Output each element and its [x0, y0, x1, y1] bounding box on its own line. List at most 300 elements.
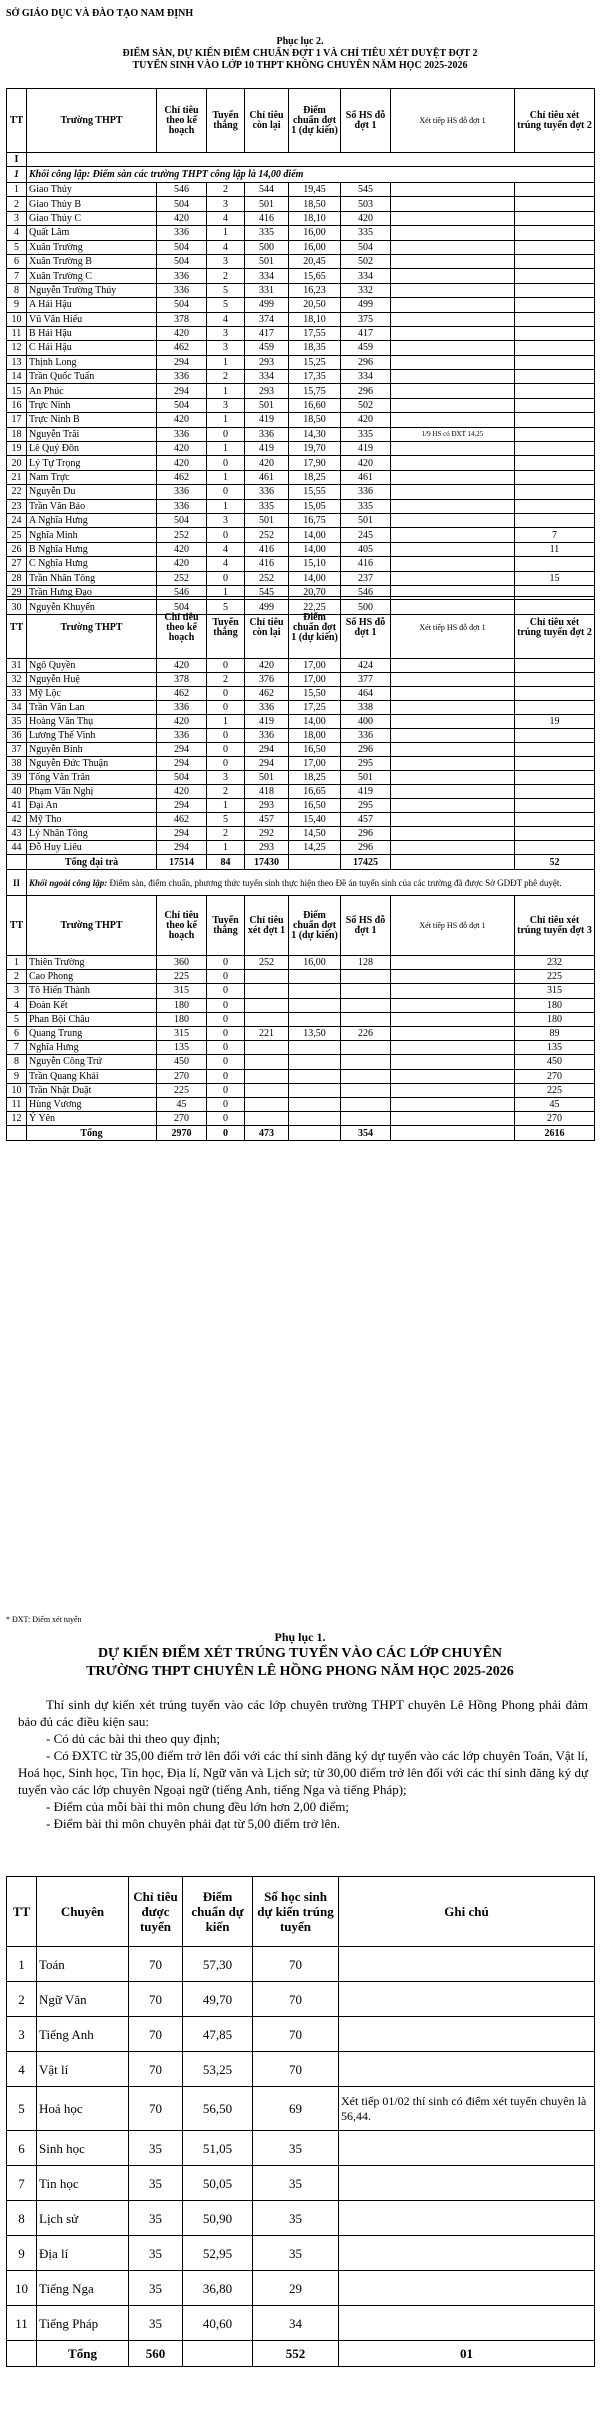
cell-cutoff: 15,05 [289, 499, 341, 513]
cell-passed: 419 [341, 785, 391, 799]
cell-direct-admit: 0 [207, 729, 245, 743]
cell-continue-review [391, 283, 515, 297]
cell-cutoff: 52,95 [183, 2236, 253, 2271]
cell-quota-round2: 225 [515, 970, 595, 984]
section-private-schools [7, 870, 595, 896]
cell-direct-admit: 0 [207, 659, 245, 673]
cell-admitted: 35 [253, 2166, 339, 2201]
cell-quota-remaining: 292 [245, 827, 289, 841]
cell-school: Trần Nhật Duật [27, 1083, 157, 1097]
cell-direct-admit: 0 [207, 1083, 245, 1097]
cell-quota-plan: 294 [157, 757, 207, 771]
cell-major: Địa lí [37, 2236, 129, 2271]
cell-continue-review [391, 326, 515, 340]
cell-quota-remaining [245, 970, 289, 984]
cell-quota-round2 [515, 673, 595, 687]
cell-quota-round2 [515, 485, 595, 499]
cell-quota-remaining: 419 [245, 442, 289, 456]
cell-quota-plan: 504 [157, 298, 207, 312]
cell-quota-remaining [245, 1112, 289, 1126]
cell-quota-round2: 19 [515, 715, 595, 729]
table-row [7, 1069, 595, 1083]
cell-school: B Nghĩa Hưng [27, 542, 157, 556]
cell-quota-round2: 45 [515, 1097, 595, 1111]
col-school: Trường THPT [27, 89, 157, 153]
cell-quota-plan: 180 [157, 998, 207, 1012]
cell-passed [341, 1083, 391, 1097]
cell-direct-admit: 5 [207, 298, 245, 312]
cell-major: Lịch sử [37, 2201, 129, 2236]
cell-note [339, 2017, 595, 2052]
cell-quota-remaining: 252 [245, 528, 289, 542]
cell-cutoff: 15,55 [289, 485, 341, 499]
col-continue-review: Xét tiếp HS đỗ đợt 1 [391, 597, 515, 659]
col-continue-review: Xét tiếp HS đỗ đợt 1 [391, 896, 515, 956]
table-row [7, 757, 595, 771]
appendix1-title-line2: TRƯỜNG THPT CHUYÊN LÊ HỒNG PHONG NĂM HỌC 2025-2026 [86, 1664, 514, 1679]
cell-passed: 334 [341, 370, 391, 384]
cell-tt [7, 2341, 37, 2367]
cell-quota-plan: 504 [157, 240, 207, 254]
cell-school: Lý Nhân Tông [27, 827, 157, 841]
table2-private-header-row [7, 896, 595, 956]
cell-school: Nguyễn Huệ [27, 673, 157, 687]
cell-continue-review [391, 771, 515, 785]
cell-quota-plan: 504 [157, 398, 207, 412]
cell-quota-round2 [515, 513, 595, 527]
cell-tt: 10 [7, 1083, 27, 1097]
cell-passed [341, 1112, 391, 1126]
cell-cutoff [289, 984, 341, 998]
cell-note [339, 1982, 595, 2017]
cell-school: Nguyễn Khuyến [27, 600, 157, 614]
cell-quota-remaining: 545 [245, 585, 289, 599]
appendix2-label: Phục lục 2. [276, 36, 324, 47]
cell-major: Toán [37, 1947, 129, 1982]
cell-quota: 70 [129, 1982, 183, 2017]
cell-quota-remaining: 420 [245, 456, 289, 470]
cell-cutoff: 16,23 [289, 283, 341, 297]
table-row [7, 841, 595, 855]
cell-quota-round2 [515, 499, 595, 513]
cell-quota-round2: 89 [515, 1026, 595, 1040]
cell-quota-remaining [245, 1012, 289, 1026]
cell-tt: 12 [7, 341, 27, 355]
cell-quota: 70 [129, 2017, 183, 2052]
col-tt: TT [7, 1877, 37, 1947]
cell-quota-remaining: 500 [245, 240, 289, 254]
cell-tt: 1 [7, 1947, 37, 1982]
cell-school: Nguyễn Trường Thúy [27, 283, 157, 297]
cell-passed: 335 [341, 226, 391, 240]
cell-quota-remaining: 501 [245, 398, 289, 412]
cell-school: Nguyễn Đức Thuận [27, 757, 157, 771]
total-row-private [7, 1126, 595, 1141]
cell-cutoff: 15,50 [289, 687, 341, 701]
cell-passed: 296 [341, 384, 391, 398]
col-quota-remaining: Chỉ tiêu còn lại [245, 597, 289, 659]
cell-school: Hoàng Văn Thụ [27, 715, 157, 729]
cell-tt: 29 [7, 585, 27, 599]
cell-direct-admit: 1 [207, 715, 245, 729]
cell-cutoff: 16,00 [289, 956, 341, 970]
cell-quota-remaining: 336 [245, 485, 289, 499]
cell-cutoff [289, 1055, 341, 1069]
cell-tt: 41 [7, 799, 27, 813]
cell-continue-review [391, 785, 515, 799]
cell-continue-review [391, 298, 515, 312]
table-row [7, 326, 595, 340]
cell-direct-admit: 3 [207, 771, 245, 785]
cell-cutoff: 19,45 [289, 183, 341, 197]
cell-quota-round2: 315 [515, 984, 595, 998]
cell-cutoff [289, 1126, 341, 1141]
cell-school: Nam Trực [27, 470, 157, 484]
table-row [7, 984, 595, 998]
cell-quota-remaining: 252 [245, 571, 289, 585]
cell-cutoff [183, 2341, 253, 2367]
cell-continue-review [391, 673, 515, 687]
cell-continue-review [391, 956, 515, 970]
cell-quota-round2 [515, 183, 595, 197]
cell-direct-admit: 0 [207, 701, 245, 715]
cell-quota-plan: 546 [157, 585, 207, 599]
cell-quota-remaining: 418 [245, 785, 289, 799]
cell-tt: 34 [7, 701, 27, 715]
col-quota-round3: Chỉ tiêu xét trúng tuyển đợt 3 [515, 896, 595, 956]
cell-tt: 7 [7, 1041, 27, 1055]
cell-continue-review [391, 413, 515, 427]
cell-continue-review [391, 341, 515, 355]
cell-quota-remaining: 419 [245, 413, 289, 427]
cell-passed: 226 [341, 1026, 391, 1040]
cell-cutoff: 20,50 [289, 298, 341, 312]
cell-passed: 501 [341, 513, 391, 527]
cell-quota-plan: 420 [157, 659, 207, 673]
cell-direct-admit: 0 [207, 456, 245, 470]
table-row [7, 1041, 595, 1055]
cell-school: Nghĩa Hưng [27, 1041, 157, 1055]
cell-quota-round2 [515, 384, 595, 398]
cell-continue-review [391, 312, 515, 326]
cell-quota-plan: 420 [157, 326, 207, 340]
cell-passed: 504 [341, 240, 391, 254]
table-row [7, 1112, 595, 1126]
cell-quota-round2 [515, 355, 595, 369]
cell-quota-remaining: 459 [245, 341, 289, 355]
cell-major: Sinh học [37, 2131, 129, 2166]
cell-continue-review [391, 528, 515, 542]
cell-school: Trực Ninh [27, 398, 157, 412]
cell-tt: 35 [7, 715, 27, 729]
cell-direct-admit: 2 [207, 183, 245, 197]
cell-quota-plan: 225 [157, 1083, 207, 1097]
cell-direct-admit: 4 [207, 312, 245, 326]
table-row [7, 442, 595, 456]
conditions-intro: Thí sinh dự kiến xét trúng tuyển vào các lớp chuyên trường THPT chuyên Lê Hồng Phong phải đảm bảo đủ các điều kiện sau: [18, 1697, 588, 1729]
cell-continue-review [391, 1026, 515, 1040]
cell-school: Xuân Trường C [27, 269, 157, 283]
table-row [7, 398, 595, 412]
table-row [7, 499, 595, 513]
cell-continue-review [391, 757, 515, 771]
cell-tt: 9 [7, 2236, 37, 2271]
col-tt: TT [7, 89, 27, 153]
cell-cutoff [289, 855, 341, 870]
cell-school: C Nghĩa Hưng [27, 557, 157, 571]
table-row [7, 427, 595, 441]
cell-quota-remaining [245, 1041, 289, 1055]
cell-cutoff: 49,70 [183, 1982, 253, 2017]
cell-school: Lương Thế Vinh [27, 729, 157, 743]
cell-direct-admit: 1 [207, 470, 245, 484]
cell-quota-plan: 294 [157, 841, 207, 855]
cell-quota-remaining: 501 [245, 513, 289, 527]
cell-quota-remaining: 336 [245, 427, 289, 441]
cell-cutoff [289, 1083, 341, 1097]
cell-continue-review [391, 370, 515, 384]
cell-cutoff: 14,00 [289, 571, 341, 585]
cell-passed [341, 1097, 391, 1111]
cell-quota-round2 [515, 197, 595, 211]
cell-quota-plan: 378 [157, 312, 207, 326]
table-row [7, 557, 595, 571]
table-row [7, 2306, 595, 2341]
cell-cutoff [289, 1012, 341, 1026]
cell-continue-review [391, 1083, 515, 1097]
cell-tt: 2 [7, 1982, 37, 2017]
cell-quota-round2 [515, 211, 595, 225]
cell-continue-review [391, 1097, 515, 1111]
cell-direct-admit: 0 [207, 956, 245, 970]
cell-cutoff [289, 998, 341, 1012]
condition-3: - Điểm của mỗi bài thi môn chung đều lớn hơn 2,00 điểm; [46, 1799, 349, 1814]
cell-passed: 502 [341, 254, 391, 268]
cell-direct-admit: 0 [207, 1112, 245, 1126]
cell-tt [7, 855, 27, 870]
cell-quota-remaining: 334 [245, 269, 289, 283]
cell-school: Xuân Trường B [27, 254, 157, 268]
cell-passed: 332 [341, 283, 391, 297]
cell-quota-round2 [515, 240, 595, 254]
cell-cutoff: 19,70 [289, 442, 341, 456]
cell-quota-remaining: 499 [245, 298, 289, 312]
cell-direct-admit: 3 [207, 398, 245, 412]
cell-admitted: 35 [253, 2201, 339, 2236]
cell-passed: 461 [341, 470, 391, 484]
col-tt: TT [7, 597, 27, 659]
cell-quota-remaining: 461 [245, 470, 289, 484]
cell-quota-plan: 252 [157, 571, 207, 585]
cell-quota-plan: 336 [157, 370, 207, 384]
cell-continue-review [391, 240, 515, 254]
cell-school: Trần Hưng Đạo [27, 585, 157, 599]
cell-major: Tổng [37, 2341, 129, 2367]
cell-school: Mỹ Lộc [27, 687, 157, 701]
cell-tt: 1 [7, 183, 27, 197]
cell-quota-plan: 420 [157, 211, 207, 225]
cell-quota: 35 [129, 2166, 183, 2201]
cell-tt: 27 [7, 557, 27, 571]
table-row [7, 542, 595, 556]
table-row [7, 269, 595, 283]
cell-continue-review [391, 499, 515, 513]
cell-school: Quất Lâm [27, 226, 157, 240]
cell-continue-review [391, 841, 515, 855]
cell-cutoff: 15,25 [289, 355, 341, 369]
cell-quota-remaining [245, 984, 289, 998]
table-row [7, 1026, 595, 1040]
cell-quota-remaining [245, 1055, 289, 1069]
cell-tt: 28 [7, 571, 27, 585]
cell-continue-review [391, 183, 515, 197]
cell-cutoff: 20,70 [289, 585, 341, 599]
col-major: Chuyên [37, 1877, 129, 1947]
cell-quota-plan: 420 [157, 715, 207, 729]
table-row [7, 355, 595, 369]
condition-2: - Có ĐXTC từ 35,00 điểm trở lên đối với các thí sinh đăng ký dự tuyển vào các lớp chuyên Toán, Vật lí, Hoá học, Sinh học, Tin học, Địa lí, Ngữ văn và Lịch sử; từ 30,00 điểm trở lên đối với các thí sinh đăng ký dự tuyển vào các lớp chuyên Ngoại ngữ (tiếng Anh, tiếng Nga và tiếng Pháp); [18, 1748, 588, 1797]
cell-cutoff: 50,05 [183, 2166, 253, 2201]
cell-quota-plan: 462 [157, 813, 207, 827]
cell-direct-admit: 1 [207, 226, 245, 240]
table-row [7, 785, 595, 799]
cell-tt: 3 [7, 2017, 37, 2052]
cell-tt: 11 [7, 2306, 37, 2341]
cell-direct-admit: 3 [207, 254, 245, 268]
cell-passed: 296 [341, 841, 391, 855]
cell-quota-remaining: 416 [245, 557, 289, 571]
cell-tt: 21 [7, 470, 27, 484]
cell-quota-round2: 270 [515, 1069, 595, 1083]
cell-tt: 6 [7, 2131, 37, 2166]
cell-cutoff [289, 1112, 341, 1126]
cell-continue-review [391, 197, 515, 211]
cell-direct-admit: 0 [207, 1041, 245, 1055]
cell-quota-plan: 420 [157, 542, 207, 556]
cell-quota-remaining: 473 [245, 1126, 289, 1141]
cell-tt: 12 [7, 1112, 27, 1126]
cell-tt: 32 [7, 673, 27, 687]
cell-cutoff: 14,00 [289, 715, 341, 729]
table-row [7, 341, 595, 355]
table-row [7, 659, 595, 673]
cell-quota-round2 [515, 799, 595, 813]
section-private-label [27, 870, 595, 896]
cell-quota-plan: 462 [157, 470, 207, 484]
cell-cutoff: 18,10 [289, 211, 341, 225]
col-quota-round2: Chỉ tiêu xét trúng tuyển đợt 2 [515, 597, 595, 659]
cell-direct-admit: 0 [207, 998, 245, 1012]
cell-cutoff: 16,50 [289, 799, 341, 813]
cell-quota: 35 [129, 2306, 183, 2341]
cell-cutoff: 57,30 [183, 1947, 253, 1982]
cell-direct-admit: 84 [207, 855, 245, 870]
cell-quota-round2 [515, 841, 595, 855]
cell-school: Trần Văn Lan [27, 701, 157, 715]
cell-school: Giao Thủy B [27, 197, 157, 211]
cell-school: Ý Yên [27, 1112, 157, 1126]
cell-quota-round2 [515, 757, 595, 771]
cell-quota-remaining: 501 [245, 771, 289, 785]
cell-tt [7, 1126, 27, 1141]
section-public-schools [7, 167, 595, 183]
section-private-label-bold: Khối ngoài công lập: [29, 877, 108, 888]
cell-school: Mỹ Tho [27, 813, 157, 827]
cell-tt: 15 [7, 384, 27, 398]
cell-tt: 8 [7, 2201, 37, 2236]
section-roman: I [7, 153, 27, 167]
cell-school: Xuân Trường [27, 240, 157, 254]
cell-quota-round2: 15 [515, 571, 595, 585]
cell-tt: 2 [7, 197, 27, 211]
cell-tt: 8 [7, 1055, 27, 1069]
cell-direct-admit: 0 [207, 427, 245, 441]
table1-header-row [7, 89, 595, 153]
cell-cutoff: 17,25 [289, 701, 341, 715]
cell-tt: 36 [7, 729, 27, 743]
cell-tt: 8 [7, 283, 27, 297]
cell-school: Tống Văn Trân [27, 771, 157, 785]
cell-note [339, 2271, 595, 2306]
col-direct-admit: Tuyển thẳng [207, 896, 245, 956]
cell-quota-remaining: 335 [245, 226, 289, 240]
cell-continue-review [391, 715, 515, 729]
cell-school: Giao Thủy [27, 183, 157, 197]
cell-school: Phan Bội Châu [27, 1012, 157, 1026]
cell-tt: 37 [7, 743, 27, 757]
cell-major: Hoá học [37, 2087, 129, 2131]
cell-passed: 499 [341, 298, 391, 312]
table-row [7, 456, 595, 470]
cell-quota-plan: 294 [157, 355, 207, 369]
cell-tt: 18 [7, 427, 27, 441]
cell-cutoff: 18,50 [289, 197, 341, 211]
cell-quota-round2 [515, 470, 595, 484]
cell-cutoff: 47,85 [183, 2017, 253, 2052]
table-row [7, 298, 595, 312]
cell-direct-admit: 3 [207, 197, 245, 211]
cell-direct-admit: 4 [207, 542, 245, 556]
cell-quota-round2 [515, 283, 595, 297]
cell-tt: 5 [7, 1012, 27, 1026]
cell-continue-review [391, 1126, 515, 1141]
cell-quota-plan: 504 [157, 600, 207, 614]
cell-continue-review [391, 226, 515, 240]
cell-cutoff: 40,60 [183, 2306, 253, 2341]
cell-quota-round2: 2616 [515, 1126, 595, 1141]
cell-quota-plan: 294 [157, 384, 207, 398]
cell-quota-plan: 360 [157, 956, 207, 970]
col-quota-plan: Chỉ tiêu theo kế hoạch [157, 89, 207, 153]
cell-quota-remaining: 457 [245, 813, 289, 827]
cell-tt: 4 [7, 226, 27, 240]
table-row [7, 2052, 595, 2087]
cell-quota-plan: 420 [157, 413, 207, 427]
cell-continue-review [391, 701, 515, 715]
cell-direct-admit: 0 [207, 1126, 245, 1141]
cell-continue-review [391, 1041, 515, 1055]
cell-cutoff: 14,00 [289, 542, 341, 556]
table-row [7, 771, 595, 785]
cell-school: Tô Hiến Thành [27, 984, 157, 998]
cell-continue-review [391, 998, 515, 1012]
cell-quota-remaining [245, 1083, 289, 1097]
cell-school: Trần Văn Bảo [27, 499, 157, 513]
cell-note [339, 2166, 595, 2201]
cell-direct-admit: 0 [207, 757, 245, 771]
table-row [7, 729, 595, 743]
cell-tt: 16 [7, 398, 27, 412]
